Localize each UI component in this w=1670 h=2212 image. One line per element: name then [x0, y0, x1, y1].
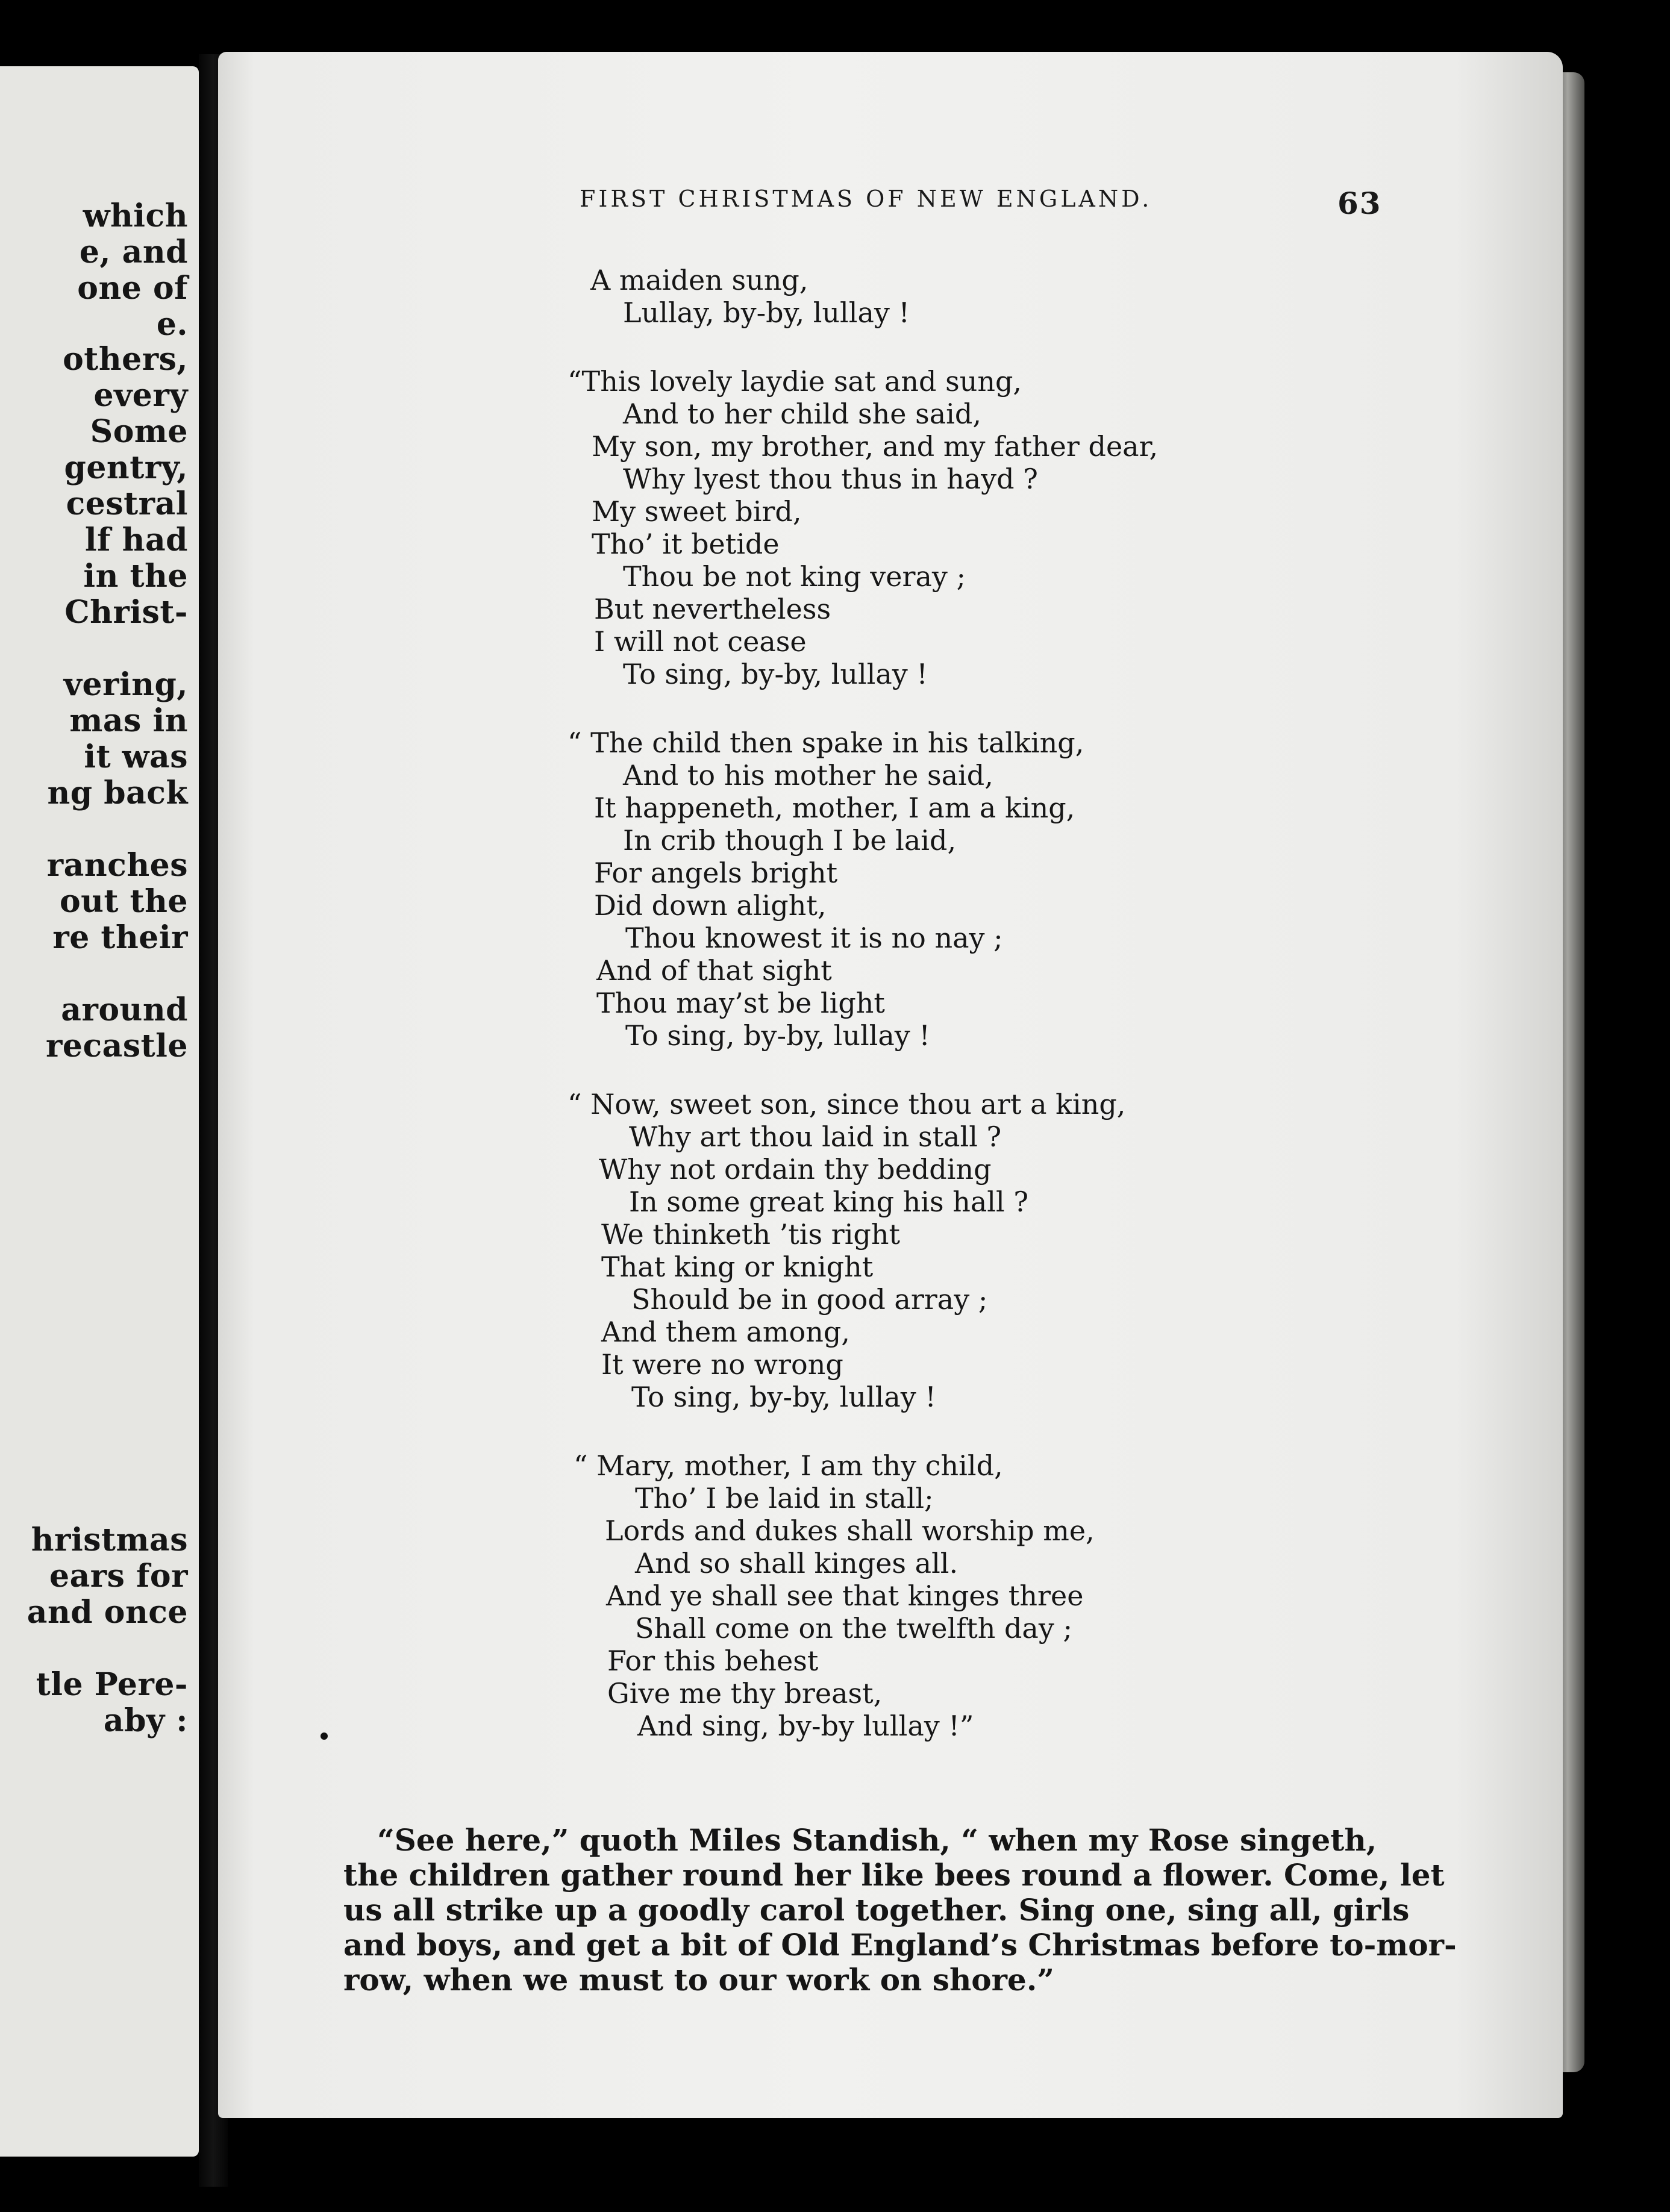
- poem-line: “This lovely laydie sat and sung,: [568, 365, 1022, 398]
- left-page-line: ng back: [47, 775, 188, 811]
- poem-line: Tho’ I be laid in stall;: [635, 1482, 934, 1514]
- right-page: [218, 52, 1563, 2118]
- left-page-line: in the: [83, 558, 188, 595]
- left-page-line: every: [93, 377, 188, 414]
- left-page-line: out the: [59, 883, 188, 920]
- poem-line: Why lyest thou thus in hayd ?: [623, 463, 1038, 495]
- poem-line: And of that sight: [596, 954, 832, 987]
- left-page-line: re their: [52, 919, 188, 956]
- poem-line: I will not cease: [594, 625, 807, 658]
- left-page-line: e, and: [79, 234, 188, 270]
- poem-line: That king or knight: [601, 1251, 874, 1283]
- prose-line: us all strike up a goodly carol together. Sing one, sing all, girls: [343, 1892, 1410, 1928]
- poem-line: Why art thou laid in stall ?: [629, 1120, 1002, 1153]
- left-page-line: vering,: [63, 666, 188, 703]
- left-page-line: mas in: [69, 702, 188, 739]
- prose-line: the children gather round her like bees round a flower. Come, let: [343, 1857, 1445, 1893]
- poem-line: It happeneth, mother, I am a king,: [594, 792, 1075, 824]
- closing-paragraph: [343, 1823, 1464, 1998]
- poem-line: My sweet bird,: [592, 495, 802, 528]
- poem-line: A maiden sung,: [590, 264, 808, 296]
- poem-line: And them among,: [601, 1316, 850, 1348]
- poem-line: And to his mother he said,: [623, 759, 993, 792]
- poem-line: Why not ordain thy bedding: [599, 1153, 992, 1186]
- left-page-line: e.: [156, 306, 188, 343]
- left-page-line: one of: [77, 270, 188, 307]
- left-facing-page: [0, 66, 199, 2157]
- poem-line: To sing, by-by, lullay !: [631, 1381, 936, 1413]
- poem-line: And sing, by-by lullay !”: [637, 1710, 974, 1742]
- poem-line: Should be in good array ;: [631, 1283, 988, 1316]
- poem-line: And to her child she said,: [623, 398, 981, 430]
- poem-line: “ Mary, mother, I am thy child,: [574, 1449, 1003, 1482]
- poem-line: To sing, by-by, lullay !: [623, 658, 928, 690]
- poem-line: It were no wrong: [601, 1348, 843, 1381]
- page-number: 63: [1337, 186, 1382, 221]
- left-page-line: ranches: [46, 847, 188, 884]
- left-page-line: hristmas: [31, 1522, 188, 1558]
- poem-line: Lullay, by-by, lullay !: [623, 296, 910, 329]
- poem-line: And so shall kinges all.: [635, 1547, 959, 1579]
- poem-line: Thou may’st be light: [596, 987, 885, 1019]
- left-page-line: Christ-: [64, 594, 188, 631]
- poem-line: Give me thy breast,: [607, 1677, 883, 1710]
- left-page-line: aby :: [103, 1702, 188, 1739]
- poem-line: In crib though I be laid,: [623, 824, 957, 857]
- poem-line: My son, my brother, and my father dear,: [592, 430, 1159, 463]
- prose-line: row, when we must to our work on shore.”: [343, 1962, 1054, 1998]
- poem-line: “ Now, sweet son, since thou art a king,: [568, 1088, 1126, 1120]
- left-page-line: others,: [63, 341, 188, 378]
- left-page-line: recastle: [46, 1028, 188, 1064]
- left-page-line: cestral: [66, 486, 188, 522]
- left-page-line: gentry,: [64, 449, 188, 486]
- poem-line: But nevertheless: [594, 593, 831, 625]
- left-page-line: lf had: [84, 522, 188, 558]
- running-title: FIRST CHRISTMAS OF NEW ENGLAND.: [580, 186, 1152, 212]
- left-page-line: around: [61, 992, 188, 1028]
- poem-line: And ye shall see that kinges three: [606, 1579, 1084, 1612]
- poem-line: Thou be not king veray ;: [623, 560, 966, 593]
- poem-line: For angels bright: [594, 857, 838, 889]
- poem-line: “ The child then spake in his talking,: [568, 726, 1084, 759]
- left-page-line: ears for: [49, 1558, 188, 1595]
- poem-line: In some great king his hall ?: [629, 1186, 1028, 1218]
- poem-line: To sing, by-by, lullay !: [625, 1019, 930, 1052]
- poem-line: Thou knowest it is no nay ;: [625, 922, 1003, 954]
- poem-line: Lords and dukes shall worship me,: [605, 1514, 1095, 1547]
- poem-line: Shall come on the twelfth day ;: [635, 1612, 1072, 1645]
- left-page-line: Some: [90, 413, 188, 450]
- ink-speck: [321, 1732, 328, 1740]
- poem-line: We thinketh ’tis right: [601, 1218, 900, 1251]
- poem-line: For this behest: [607, 1645, 819, 1677]
- carol-poem: [218, 52, 1563, 2118]
- prose-line: “See here,” quoth Miles Standish, “ when my Rose singeth,: [377, 1822, 1377, 1858]
- left-page-line: and once: [27, 1594, 188, 1631]
- left-page-line: it was: [84, 739, 188, 775]
- left-page-line: which: [83, 198, 188, 234]
- prose-line: and boys, and get a bit of Old England’s Christmas before to-mor-: [343, 1927, 1457, 1963]
- left-page-line: tle Pere-: [36, 1666, 188, 1703]
- poem-line: Did down alight,: [594, 889, 827, 922]
- poem-line: Tho’ it betide: [592, 528, 780, 560]
